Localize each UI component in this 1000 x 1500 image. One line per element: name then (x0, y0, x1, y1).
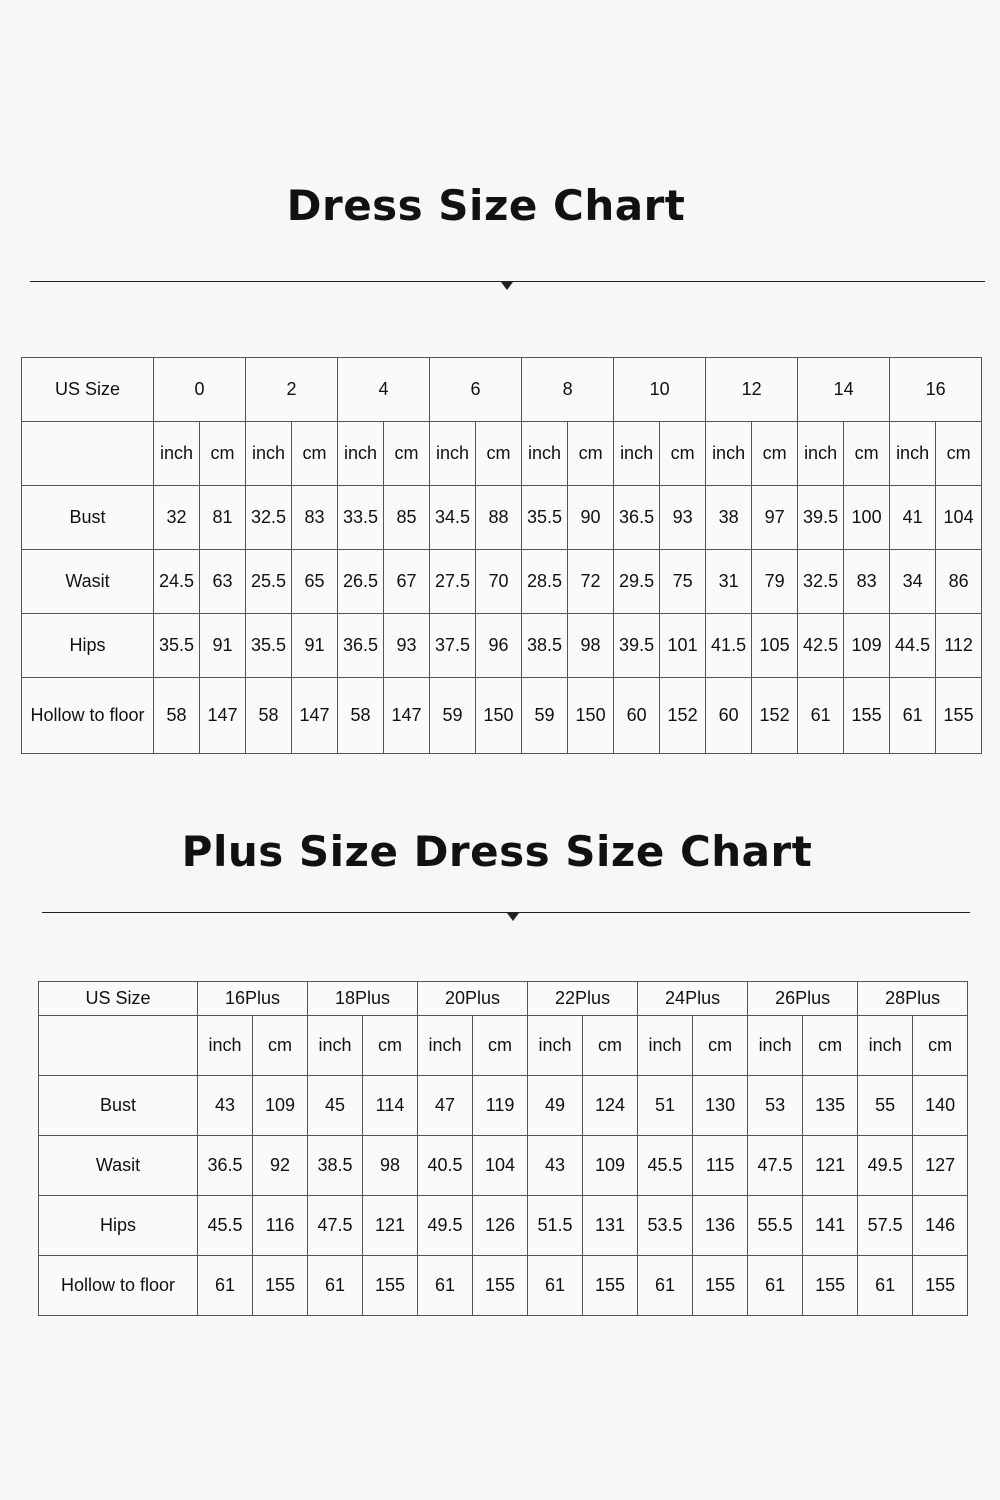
measurement-value: 44.5 (890, 614, 936, 678)
measurement-value: 98 (363, 1136, 418, 1196)
measurement-value: 59 (430, 678, 476, 754)
measurement-label: Wasit (22, 550, 154, 614)
measurement-value: 152 (752, 678, 798, 754)
measurement-value: 86 (936, 550, 982, 614)
measurement-value: 61 (308, 1256, 363, 1316)
measurement-value: 61 (198, 1256, 253, 1316)
measurement-value: 124 (583, 1076, 638, 1136)
unit-inch-cell: inch (890, 422, 936, 486)
measurement-value: 37.5 (430, 614, 476, 678)
measurement-value: 47.5 (308, 1196, 363, 1256)
unit-inch-cell: inch (522, 422, 568, 486)
unit-cm-cell: cm (844, 422, 890, 486)
measurement-label: Wasit (39, 1136, 198, 1196)
measurement-value: 40.5 (418, 1136, 473, 1196)
measurement-value: 116 (253, 1196, 308, 1256)
unit-cm-cell: cm (583, 1016, 638, 1076)
unit-cm-cell: cm (936, 422, 982, 486)
unit-cm-cell: cm (253, 1016, 308, 1076)
measurement-value: 55 (858, 1076, 913, 1136)
unit-inch-cell: inch (198, 1016, 253, 1076)
measurement-value: 147 (200, 678, 246, 754)
measurement-value: 104 (473, 1136, 528, 1196)
measurement-value: 24.5 (154, 550, 200, 614)
measurement-value: 25.5 (246, 550, 292, 614)
measurement-value: 38.5 (308, 1136, 363, 1196)
plus-size-table (38, 981, 968, 1316)
measurement-value: 97 (752, 486, 798, 550)
measurement-value: 112 (936, 614, 982, 678)
measurement-value: 93 (660, 486, 706, 550)
measurement-value: 104 (936, 486, 982, 550)
size-header-cell: 22Plus (528, 982, 638, 1016)
table-row (22, 614, 982, 678)
table-row (22, 486, 982, 550)
unit-inch-cell: inch (798, 422, 844, 486)
empty-cell (22, 422, 154, 486)
table-row (39, 1196, 968, 1256)
measurement-value: 121 (803, 1136, 858, 1196)
measurement-value: 83 (844, 550, 890, 614)
size-header-cell: 4 (338, 358, 430, 422)
size-header-cell: 20Plus (418, 982, 528, 1016)
measurement-value: 61 (418, 1256, 473, 1316)
measurement-value: 31 (706, 550, 752, 614)
measurement-value: 109 (844, 614, 890, 678)
measurement-value: 27.5 (430, 550, 476, 614)
measurement-value: 45 (308, 1076, 363, 1136)
plus-divider-arrow-icon (507, 913, 519, 921)
unit-cm-cell: cm (363, 1016, 418, 1076)
size-header-cell: 18Plus (308, 982, 418, 1016)
unit-cm-cell: cm (568, 422, 614, 486)
measurement-value: 41.5 (706, 614, 752, 678)
measurement-value: 55.5 (748, 1196, 803, 1256)
unit-inch-cell: inch (858, 1016, 913, 1076)
measurement-value: 42.5 (798, 614, 844, 678)
measurement-value: 93 (384, 614, 430, 678)
empty-cell (39, 1016, 198, 1076)
measurement-value: 155 (913, 1256, 968, 1316)
measurement-value: 150 (568, 678, 614, 754)
measurement-value: 45.5 (198, 1196, 253, 1256)
unit-cm-cell: cm (803, 1016, 858, 1076)
size-header-cell: 14 (798, 358, 890, 422)
measurement-value: 58 (154, 678, 200, 754)
table-row (39, 1136, 968, 1196)
size-header-row (39, 982, 968, 1016)
measurement-value: 155 (693, 1256, 748, 1316)
measurement-value: 136 (693, 1196, 748, 1256)
measurement-value: 147 (384, 678, 430, 754)
measurement-value: 49.5 (418, 1196, 473, 1256)
measurement-value: 150 (476, 678, 522, 754)
measurement-value: 109 (583, 1136, 638, 1196)
size-header-cell: 8 (522, 358, 614, 422)
measurement-value: 45.5 (638, 1136, 693, 1196)
unit-cm-cell: cm (384, 422, 430, 486)
table-row (22, 678, 982, 754)
unit-cm-cell: cm (913, 1016, 968, 1076)
unit-inch-cell: inch (308, 1016, 363, 1076)
measurement-value: 49 (528, 1076, 583, 1136)
measurement-value: 141 (803, 1196, 858, 1256)
measurement-value: 35.5 (154, 614, 200, 678)
unit-inch-cell: inch (418, 1016, 473, 1076)
measurement-label: Hollow to floor (39, 1256, 198, 1316)
size-header-cell: 10 (614, 358, 706, 422)
measurement-value: 79 (752, 550, 798, 614)
measurement-value: 41 (890, 486, 936, 550)
unit-cm-cell: cm (693, 1016, 748, 1076)
unit-cm-cell: cm (473, 1016, 528, 1076)
size-header-cell: 0 (154, 358, 246, 422)
measurement-value: 147 (292, 678, 338, 754)
measurement-value: 32.5 (246, 486, 292, 550)
size-header-cell: 26Plus (748, 982, 858, 1016)
measurement-value: 63 (200, 550, 246, 614)
measurement-value: 34 (890, 550, 936, 614)
measurement-value: 127 (913, 1136, 968, 1196)
measurement-value: 83 (292, 486, 338, 550)
measurement-value: 91 (200, 614, 246, 678)
measurement-value: 32.5 (798, 550, 844, 614)
measurement-value: 59 (522, 678, 568, 754)
measurement-value: 47.5 (748, 1136, 803, 1196)
size-header-cell: 2 (246, 358, 338, 422)
unit-inch-cell: inch (528, 1016, 583, 1076)
measurement-value: 105 (752, 614, 798, 678)
measurement-value: 155 (363, 1256, 418, 1316)
measurement-value: 51.5 (528, 1196, 583, 1256)
measurement-value: 140 (913, 1076, 968, 1136)
measurement-value: 26.5 (338, 550, 384, 614)
measurement-value: 135 (803, 1076, 858, 1136)
measurement-value: 92 (253, 1136, 308, 1196)
measurement-value: 126 (473, 1196, 528, 1256)
measurement-label: Bust (22, 486, 154, 550)
measurement-value: 96 (476, 614, 522, 678)
unit-inch-cell: inch (706, 422, 752, 486)
unit-cm-cell: cm (752, 422, 798, 486)
measurement-value: 38.5 (522, 614, 568, 678)
measurement-value: 70 (476, 550, 522, 614)
measurement-value: 38 (706, 486, 752, 550)
measurement-value: 81 (200, 486, 246, 550)
measurement-value: 35.5 (522, 486, 568, 550)
unit-inch-cell: inch (154, 422, 200, 486)
measurement-value: 119 (473, 1076, 528, 1136)
size-header-cell: 12 (706, 358, 798, 422)
measurement-value: 155 (936, 678, 982, 754)
measurement-value: 53 (748, 1076, 803, 1136)
measurement-label: Bust (39, 1076, 198, 1136)
measurement-value: 155 (473, 1256, 528, 1316)
measurement-value: 58 (338, 678, 384, 754)
measurement-value: 121 (363, 1196, 418, 1256)
measurement-value: 53.5 (638, 1196, 693, 1256)
measurement-value: 114 (363, 1076, 418, 1136)
measurement-value: 61 (890, 678, 936, 754)
measurement-value: 36.5 (338, 614, 384, 678)
table-row (39, 1076, 968, 1136)
measurement-value: 36.5 (614, 486, 660, 550)
measurement-value: 152 (660, 678, 706, 754)
measurement-value: 88 (476, 486, 522, 550)
unit-cm-cell: cm (200, 422, 246, 486)
unit-row (22, 422, 982, 486)
measurement-value: 60 (614, 678, 660, 754)
measurement-value: 61 (528, 1256, 583, 1316)
measurement-value: 61 (858, 1256, 913, 1316)
measurement-value: 65 (292, 550, 338, 614)
measurement-value: 29.5 (614, 550, 660, 614)
plus-title-divider (42, 912, 970, 913)
measurement-value: 28.5 (522, 550, 568, 614)
measurement-value: 67 (384, 550, 430, 614)
measurement-label: Hips (39, 1196, 198, 1256)
dress-size-chart-title: Dress Size Chart (286, 181, 686, 230)
measurement-label: Hips (22, 614, 154, 678)
measurement-value: 131 (583, 1196, 638, 1256)
measurement-value: 57.5 (858, 1196, 913, 1256)
size-header-cell: 24Plus (638, 982, 748, 1016)
measurement-value: 72 (568, 550, 614, 614)
dress-size-table (21, 357, 982, 754)
unit-cm-cell: cm (660, 422, 706, 486)
us-size-label: US Size (22, 358, 154, 422)
unit-cm-cell: cm (476, 422, 522, 486)
measurement-value: 146 (913, 1196, 968, 1256)
measurement-value: 39.5 (614, 614, 660, 678)
unit-row (39, 1016, 968, 1076)
measurement-label: Hollow to floor (22, 678, 154, 754)
measurement-value: 39.5 (798, 486, 844, 550)
unit-cm-cell: cm (292, 422, 338, 486)
measurement-value: 43 (198, 1076, 253, 1136)
measurement-value: 155 (253, 1256, 308, 1316)
size-header-cell: 16Plus (198, 982, 308, 1016)
divider-arrow-icon (501, 282, 513, 290)
unit-inch-cell: inch (638, 1016, 693, 1076)
measurement-value: 101 (660, 614, 706, 678)
unit-inch-cell: inch (338, 422, 384, 486)
size-header-cell: 28Plus (858, 982, 968, 1016)
measurement-value: 130 (693, 1076, 748, 1136)
measurement-value: 85 (384, 486, 430, 550)
measurement-value: 61 (798, 678, 844, 754)
measurement-value: 60 (706, 678, 752, 754)
measurement-value: 109 (253, 1076, 308, 1136)
measurement-value: 51 (638, 1076, 693, 1136)
plus-size-chart-title: Plus Size Dress Size Chart (181, 827, 813, 876)
measurement-value: 155 (583, 1256, 638, 1316)
unit-inch-cell: inch (246, 422, 292, 486)
measurement-value: 43 (528, 1136, 583, 1196)
size-header-cell: 16 (890, 358, 982, 422)
measurement-value: 33.5 (338, 486, 384, 550)
measurement-value: 100 (844, 486, 890, 550)
measurement-value: 32 (154, 486, 200, 550)
measurement-value: 155 (844, 678, 890, 754)
measurement-value: 90 (568, 486, 614, 550)
us-size-label: US Size (39, 982, 198, 1016)
measurement-value: 49.5 (858, 1136, 913, 1196)
measurement-value: 61 (638, 1256, 693, 1316)
table-row (22, 550, 982, 614)
size-header-row (22, 358, 982, 422)
measurement-value: 47 (418, 1076, 473, 1136)
measurement-value: 75 (660, 550, 706, 614)
measurement-value: 58 (246, 678, 292, 754)
table-row (39, 1256, 968, 1316)
measurement-value: 36.5 (198, 1136, 253, 1196)
measurement-value: 115 (693, 1136, 748, 1196)
measurement-value: 35.5 (246, 614, 292, 678)
unit-inch-cell: inch (748, 1016, 803, 1076)
unit-inch-cell: inch (614, 422, 660, 486)
size-header-cell: 6 (430, 358, 522, 422)
measurement-value: 34.5 (430, 486, 476, 550)
measurement-value: 98 (568, 614, 614, 678)
measurement-value: 61 (748, 1256, 803, 1316)
unit-inch-cell: inch (430, 422, 476, 486)
measurement-value: 155 (803, 1256, 858, 1316)
measurement-value: 91 (292, 614, 338, 678)
